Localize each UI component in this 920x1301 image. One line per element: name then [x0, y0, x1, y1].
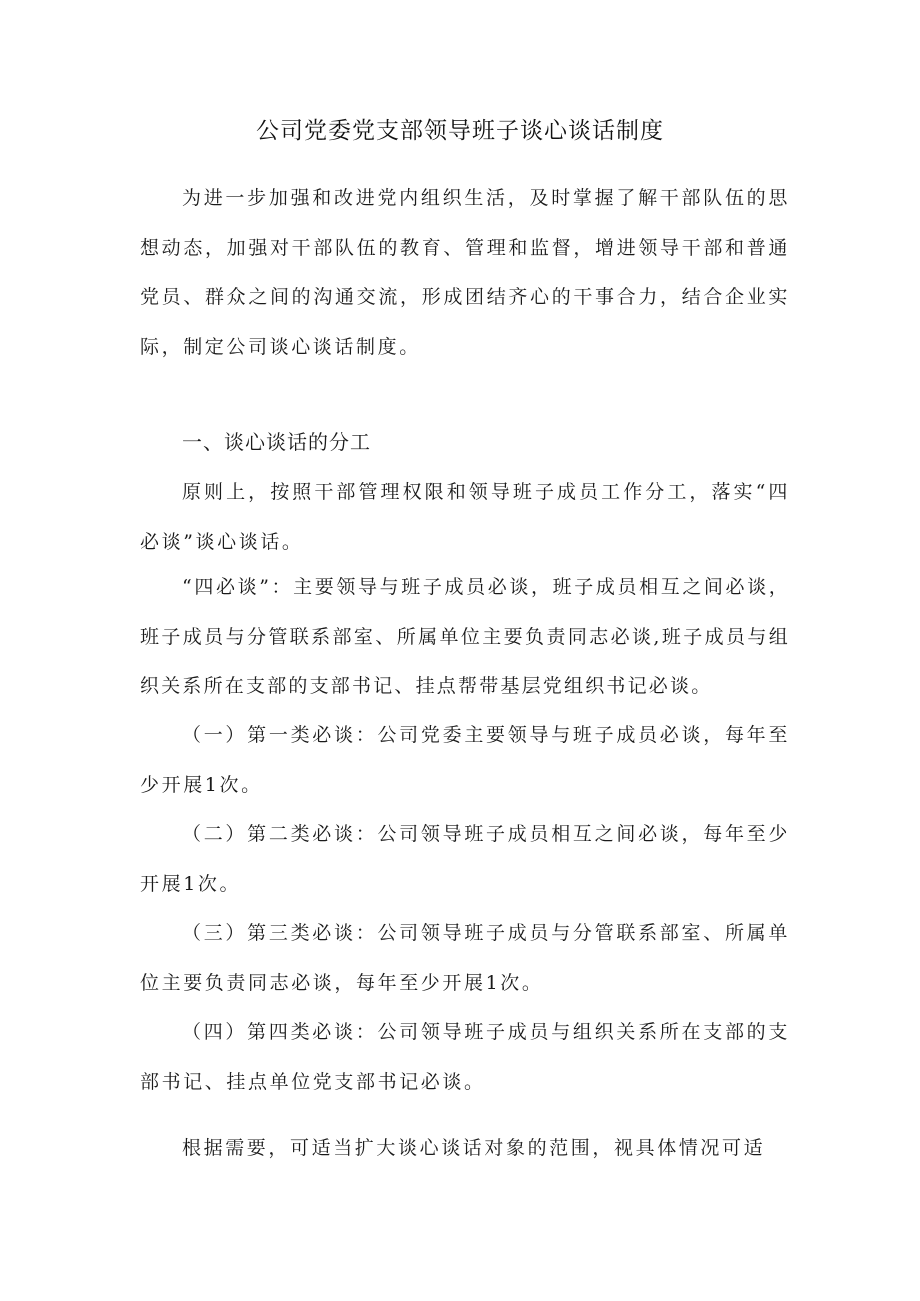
category-four-item: （四）第四类必谈：公司领导班子成员与组织关系所在支部的支部书记、挂点单位党支部书记必谈。 [140, 1021, 790, 1093]
category-one-item: （一）第一类必谈：公司党委主要领导与班子成员必谈，每年至少开展1次。 [140, 724, 790, 796]
section-heading: 一、谈心谈话的分工 [182, 430, 371, 454]
category-two-item: （二）第二类必谈：公司领导班子成员相互之间必谈，每年至少开展1次。 [140, 823, 790, 895]
division-paragraph: 原则上，按照干部管理权限和领导班子成员工作分工，落实“四必谈”谈心谈话。 [140, 481, 790, 553]
scope-paragraph: 根据需要，可适当扩大谈心谈话对象的范围，视具体情况可适 [182, 1137, 766, 1159]
category-three-item: （三）第三类必谈：公司领导班子成员与分管联系部室、所属单位主要负责同志必谈，每年至少开展1次。 [140, 922, 790, 994]
document-title: 公司党委党支部领导班子谈心谈话制度 [256, 118, 664, 144]
four-must-talks-paragraph: “四必谈”：主要领导与班子成员必谈，班子成员相互之间必谈，班子成员与分管联系部室、所属单位主要负责同志必谈,班子成员与组织关系所在支部的支部书记、挂点帮带基层党组织书记必谈。 [140, 576, 790, 697]
intro-paragraph: 为进一步加强和改进党内组织生活，及时掌握了解干部队伍的思想动态，加强对干部队伍的教育、管理和监督，增进领导干部和普通党员、群众之间的沟通交流，形成团结齐心的干事合力，结合企业实际，制定公司谈心谈话制度。 [140, 187, 790, 358]
